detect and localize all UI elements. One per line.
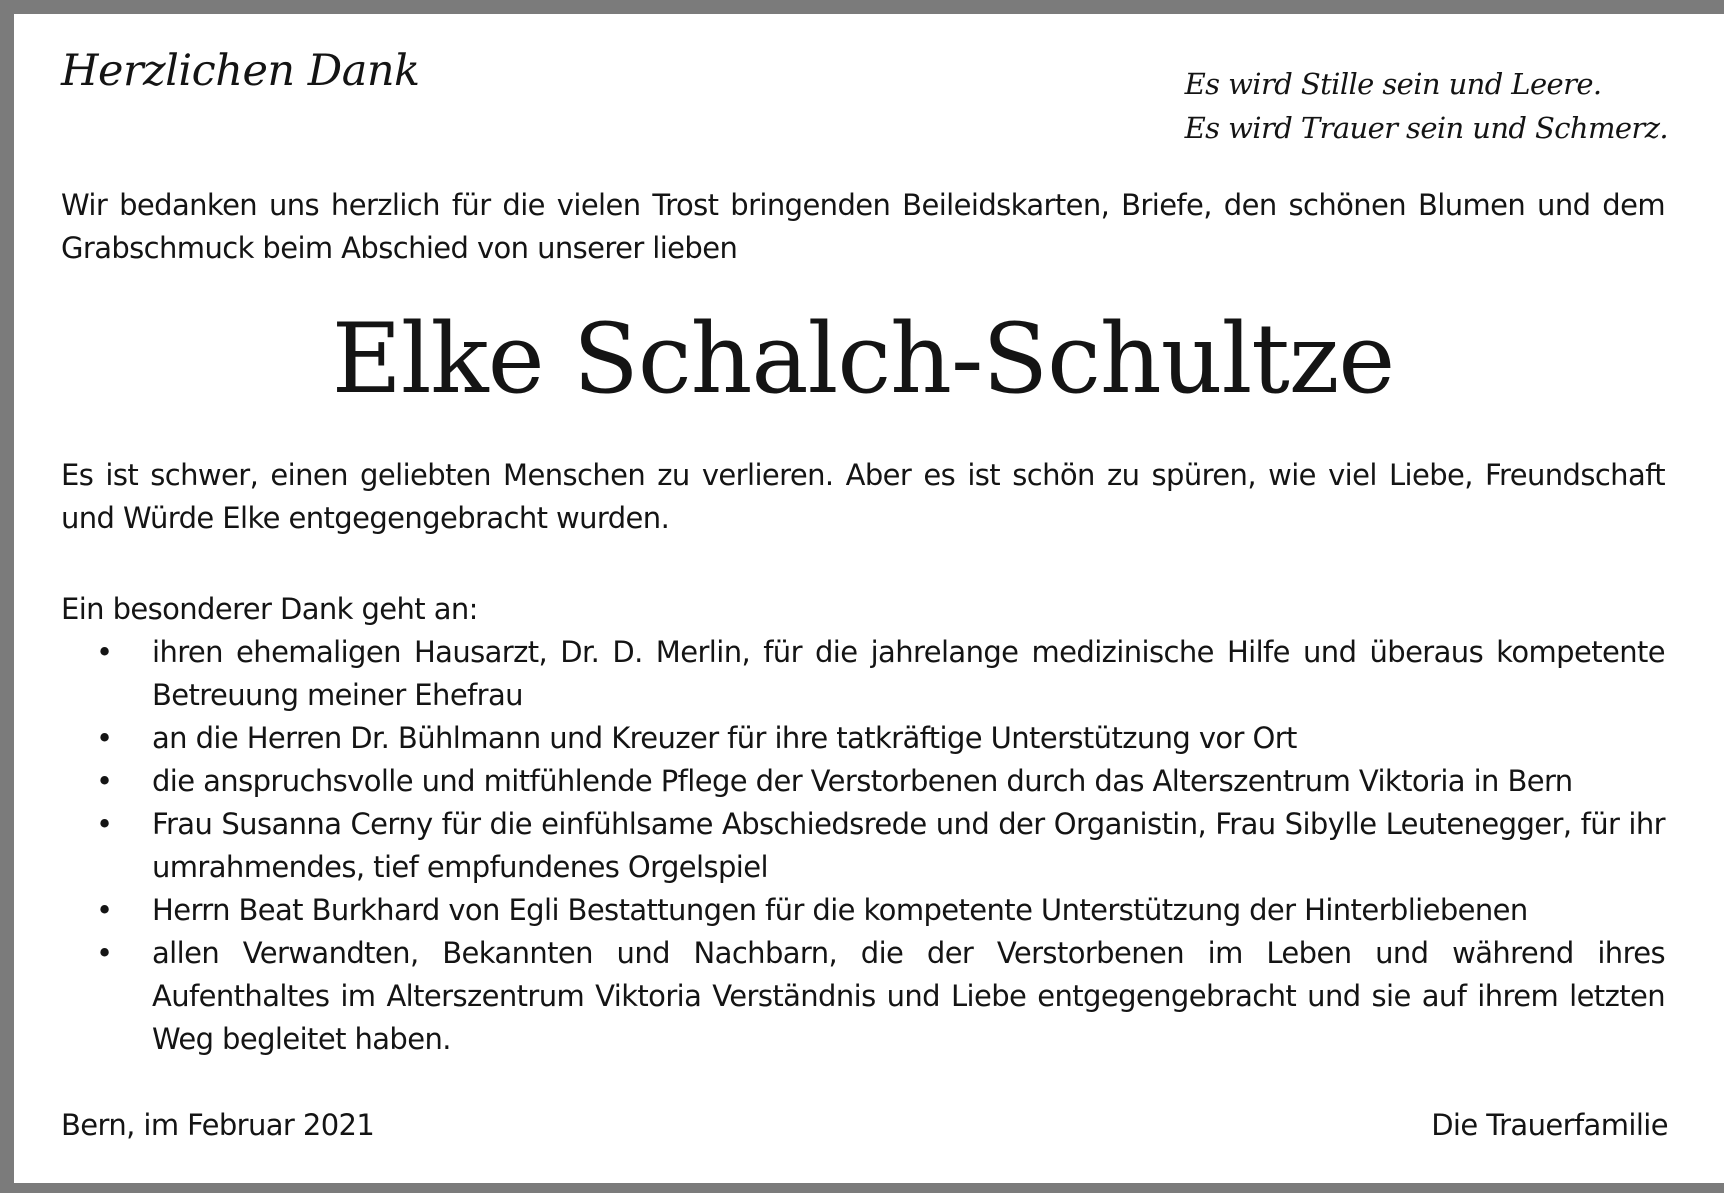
- bullet-icon: •: [96, 721, 113, 755]
- list-item-text: allen Verwandten, Bekannten und Nachbarn, die der Verstorbenen im Leben und während ihres Aufenthaltes im Alterszentrum Viktoria Verständnis und Liebe entgegengebracht und sie auf ihrem letzten Weg begleitet haben.: [152, 936, 1665, 1056]
- intro-paragraph: Wir bedanken uns herzlich für die vielen Trost bringenden Beileidskarten, Briefe, den schönen Blumen und dem Grabschmuck beim Abschied von unserer lieben: [61, 188, 1665, 265]
- signature: Die Trauerfamilie: [1431, 1108, 1668, 1142]
- place-date: Bern, im Februar 2021: [61, 1108, 375, 1142]
- bullet-icon: •: [96, 807, 113, 841]
- statement-paragraph: Es ist schwer, einen geliebten Menschen zu verlieren. Aber es ist schön zu spüren, wie viel Liebe, Freundschaft und Würde Elke entgegengebracht wurden.: [61, 458, 1665, 535]
- thanks-heading: Ein besonderer Dank geht an:: [61, 592, 478, 626]
- list-item-text: Herrn Beat Burkhard von Egli Bestattungen für die kompetente Unterstützung der Hinterbliebenen: [152, 893, 1528, 927]
- bullet-icon: •: [96, 936, 113, 970]
- bullet-icon: •: [96, 635, 113, 669]
- list-item: [61, 760, 1665, 803]
- motto-line: Es wird Stille sein und Leere.: [1184, 67, 1602, 101]
- list-item-text: ihren ehemaligen Hausarzt, Dr. D. Merlin, für die jahrelange medizinische Hilfe und überaus kompetente Betreuung meiner Ehefrau: [152, 635, 1665, 712]
- deceased-name: Elke Schalch-Schultze: [331, 303, 1395, 415]
- obituary-card: [14, 14, 1724, 1183]
- list-item: [61, 717, 1665, 760]
- list-item: [61, 803, 1665, 889]
- list-item-text: die anspruchsvolle und mitfühlende Pflege der Verstorbenen durch das Alterszentrum Viktoria in Bern: [152, 764, 1573, 798]
- motto-quote: [1185, 62, 1668, 150]
- list-item: [61, 932, 1665, 1061]
- thanks-list: [61, 631, 1665, 1061]
- list-item: [61, 889, 1665, 932]
- list-item: [61, 631, 1665, 717]
- list-item-text: Frau Susanna Cerny für die einfühlsame Abschiedsrede und der Organistin, Frau Sibylle Leutenegger, für ihr umrahmendes, tief empfundenes Orgelspiel: [152, 807, 1665, 884]
- list-item-text: an die Herren Dr. Bühlmann und Kreuzer für ihre tatkräftige Unterstützung vor Ort: [152, 721, 1297, 755]
- headline: Herzlichen Dank: [61, 46, 420, 96]
- bullet-icon: •: [96, 764, 113, 798]
- motto-line: Es wird Trauer sein und Schmerz.: [1184, 111, 1668, 145]
- bullet-icon: •: [96, 893, 113, 927]
